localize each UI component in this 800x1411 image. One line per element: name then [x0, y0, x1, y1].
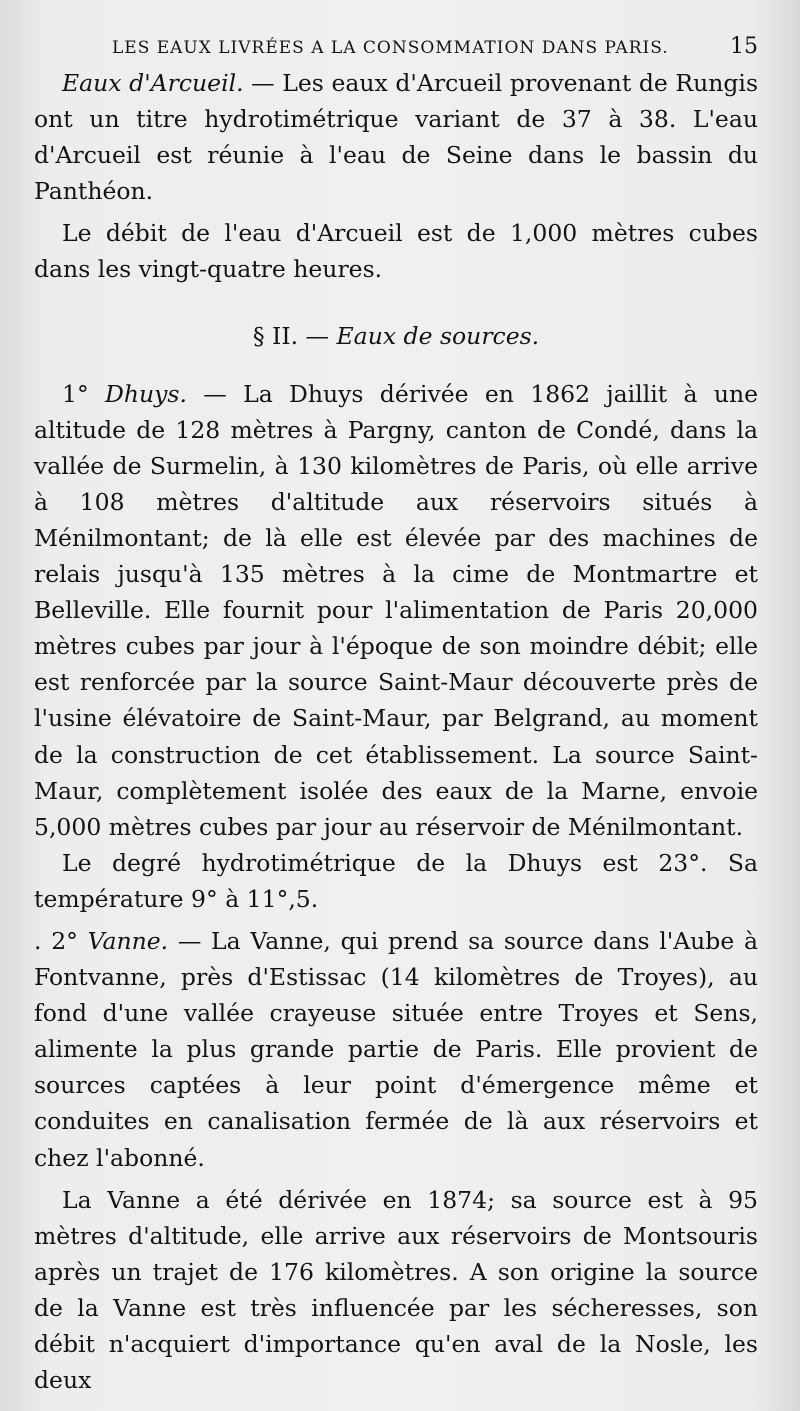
paragraph-arcueil: [34, 65, 758, 209]
paragraph-dhuys-degre: Le degré hydrotimétrique de la Dhuys est 23°. Sa température 9° à 11°,5.: [34, 848, 758, 913]
arcueil-title: Eaux d'Arcueil.: [62, 69, 244, 97]
section-heading: [34, 318, 758, 354]
paragraph-arcueil-debit: Le débit de l'eau d'Arcueil est de 1,000 mètres cubes dans les vingt-quatre heures.: [34, 219, 758, 284]
dhuys-text: — La Dhuys dérivée en 1862 jaillit à une altitude de 128 mètres à Pargny, canton de Condé, dans la vallée de Surmelin, à 130 kilomètres de Paris, où elle arrive à 108 mètres d'altitude aux réservoirs situés à Ménilmontant; de là elle est élevée par des machines de relais jusqu'à 135 mètres à la cime de Montmartre et Belleville. Elle fournit pour l'alimentation de Paris 20,000 mètres cubes par jour à l'époque de son moindre débit; elle est renforcée par la source Saint-Maur découverte près de l'usine élévatoire de Saint-Maur, par Belgrand, au moment de la construction de cet établissement. La source Saint-Maur, complètement isolée des eaux de la Marne, envoie 5,000 mètres cubes par jour au réservoir de Ménilmontant.: [34, 379, 758, 841]
paragraph-vanne-derivee: La Vanne a été dérivée en 1874; sa source est à 95 mètres d'altitude, elle arrive aux réservoirs de Montsouris après un trajet de 176 kilomètres. A son origine la source de la Vanne est très influencée par les sécheresses, son débit n'acquiert d'importance qu'en aval de la Nosle, les deux: [34, 1185, 758, 1395]
section-number: § II. —: [252, 321, 337, 350]
section-title: Eaux de sources.: [336, 321, 540, 350]
page-number: 15: [730, 34, 758, 59]
paragraph-dhuys: [34, 376, 758, 845]
running-header: [112, 34, 758, 59]
running-title: LES EAUX LIVRÉES A LA CONSOMMATION DANS PARIS.: [112, 38, 669, 58]
dhuys-num: 1°: [62, 379, 106, 408]
vanne-text: — La Vanne, qui prend sa source dans l'Aube à Fontvanne, près d'Estissac (14 kilomètres de Troyes), au fond d'une vallée crayeuse située entre Troyes et Sens, alimente la plus grande partie de Paris. Elle provient de sources captées à leur point d'émergence même et conduites en canalisation fermée de là aux réservoirs et chez l'abonné.: [34, 926, 758, 1172]
vanne-title: Vanne.: [87, 926, 169, 955]
body-text: [34, 65, 758, 1398]
paragraph-vanne: [34, 923, 758, 1176]
vanne-num: . 2°: [34, 926, 88, 955]
arcueil-text: — Les eaux d'Arcueil provenant de Rungis ont un titre hydrotimétrique variant de 37 à 38. L'eau d'Arcueil est réunie à l'eau de Seine dans le bassin du Panthéon.: [34, 69, 758, 206]
dhuys-title: Dhuys.: [105, 379, 187, 408]
